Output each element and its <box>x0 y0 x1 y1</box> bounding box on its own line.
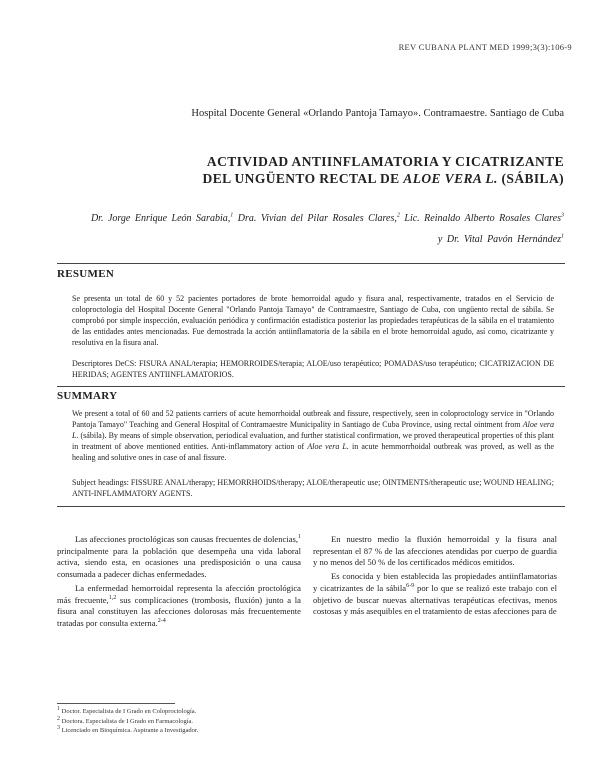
footnote-text: Doctora. Especialista de I Grado en Farmacología. <box>60 717 194 725</box>
divider-bottom <box>57 506 565 507</box>
body-paragraph <box>57 534 301 581</box>
resumen-text: Se presenta un total de 60 y 52 pacientes portadores de brote hemorroidal agudo y fisura anal, respectivamente, tratados en el Servicio de coloproctología del Hospital Docente General "Orlando Pantoja Tamayo" de Contramaestre, Santiago de Cuba, con ungüento rectal de sábila. Se comprobó por simple inspección, evaluación periódica y confirmación estadística posterior las propiedades terapéuticas de la sábila en el tratamiento de las entidades antes mencionadas. Fue demostrada la acción antiinflamatoria de la sábila en el brote hemorroidal agudo, así como, cicatrizante y resolutiva en la fisura anal. <box>72 294 554 347</box>
title-suffix: (SÁBILA) <box>497 171 564 186</box>
author-1: Dr. Jorge Enrique León Sarabia, <box>90 213 231 224</box>
summary-heading: SUMMARY <box>57 390 118 402</box>
author-3-affiliation: 3 <box>561 212 564 219</box>
citation: 1,2 <box>108 594 117 601</box>
title-prefix: DEL UNGÜENTO RECTAL DE <box>202 171 404 186</box>
divider-middle <box>57 386 565 387</box>
footnote-marker: 1 <box>57 705 60 712</box>
summary-text-part-3: in acute hemmorrhoidal outbreak was proved, as well as the healing and solutive ones in case of anal fissure. <box>72 442 554 462</box>
author-1-affiliation: 1 <box>230 212 234 219</box>
citation: 6-9 <box>406 582 415 589</box>
body-paragraph: En nuestro medio la fluxión hemorroidal y la fisura anal representan el 87 % de las afecciones atendidas por cuerpo de guardia y no menos del 50 % de los certificados médicos emitidos. <box>313 534 557 568</box>
summary-text <box>72 408 554 463</box>
footnote-divider <box>57 703 175 704</box>
body-column-left <box>57 534 301 630</box>
author-list <box>84 208 564 250</box>
footnote-2 <box>57 717 198 727</box>
author-2-affiliation: 2 <box>396 212 400 219</box>
body-text: por lo que se realizó este trabajo con el objetivo de buscar nuevas alternativas terapéuticas efectivas, menos costosas y más asequibles en el tratamiento de estas afecciones para de <box>313 582 557 617</box>
citation: 2-4 <box>157 618 166 625</box>
author-4-affiliation: 1 <box>561 233 564 240</box>
journal-reference: REV CUBANA PLANT MED 1999;3(3):106-9 <box>398 42 572 52</box>
institution-line: Hospital Docente General «Orlando Pantoja Tamayo». Contramaestre. Santiago de Cuba <box>191 108 564 119</box>
body-text: Las afecciones proctológicas son causas frecuentes de dolencias, <box>75 534 298 544</box>
author-3: Lic. Reinaldo Alberto Rosales Clares <box>399 213 561 224</box>
summary-species-1: Aloe vera L. <box>72 420 554 440</box>
footnote-text: Licenciado en Bioquímica. Aspirante a Investigador. <box>60 727 199 734</box>
body-text: Es conocida y bien establecida las propiedades antiinflamatorias y cicatrizantes de la sábila <box>313 571 557 593</box>
footnote-1 <box>57 707 198 717</box>
article-title <box>124 153 564 187</box>
body-paragraph <box>313 571 557 618</box>
summary-species-2: Aloe vera L. <box>307 442 349 451</box>
body-text: La enfermedad hemorroidal representa la afección proctológica más frecuente, <box>57 582 301 605</box>
footnote-marker: 3 <box>57 724 60 731</box>
summary-keywords: Subject headings: FISSURE ANAL/therapy; HEMORRHOIDS/therapy; ALOE/therapeutic use; OINTMENTS/therapeutic use; WOUND HEALING; ANTI-INFLAMMATORY AGENTS. <box>72 478 554 498</box>
title-line-1: ACTIVIDAD ANTIINFLAMATORIA Y CICATRIZANTE <box>206 154 564 169</box>
footnote-3 <box>57 726 198 736</box>
citation: 1 <box>298 534 301 541</box>
body-text: sus complicaciones (trombosis, fluxión) junto a la fisura anal constituyen las afecciones dolorosas más frecuentemente tratadas por consulta externa. <box>57 594 301 628</box>
resumen-heading: RESUMEN <box>57 268 115 280</box>
footnote-marker: 2 <box>57 715 60 722</box>
title-species: ALOE VERA L. <box>403 171 498 186</box>
footnote-text: Doctor. Especialista de I Grado en Coloproctología. <box>60 708 197 715</box>
body-column-right <box>313 534 557 618</box>
footnotes <box>57 707 198 736</box>
author-2: Dra. Vivian del Pilar Rosales Clares, <box>233 213 397 224</box>
author-4: y Dr. Vital Pavón Hernández <box>437 234 561 245</box>
divider-top <box>57 263 565 264</box>
resumen-keywords: Descriptores DeCS: FISURA ANAL/terapia; HEMORROIDES/terapia; ALOE/uso terapéutico; POMADAS/uso terapéutico; CICATRIZACION DE HERIDAS; AGENTES ANTIINFLAMATORIOS. <box>72 359 554 379</box>
body-paragraph <box>57 583 301 630</box>
body-text: principalmente para la población que desempeña una vida laboral activa, siendo esta, en ocasiones una predisposición o una causa consumada a padecer dichas enfermedades. <box>57 545 301 580</box>
summary-text-part-2: (sábila). By means of simple observation, periodical evaluation, and further statistical confirmation, we proved therapeutical properties of this plant in treatment of above mentioned entities. Anti-inflammatory action of <box>72 431 554 451</box>
title-line-2 <box>124 170 564 187</box>
summary-text-part-1: We present a total of 60 and 52 patients carriers of acute hemorrhoidal outbreak and fissure, respectively, seen in coloproctology service in "Orlando Pantoja Tamayo" Teaching and General Hospital of Contramaestre Municipality in Santiago de Cuba Province, using rectal ointment from <box>72 409 554 429</box>
